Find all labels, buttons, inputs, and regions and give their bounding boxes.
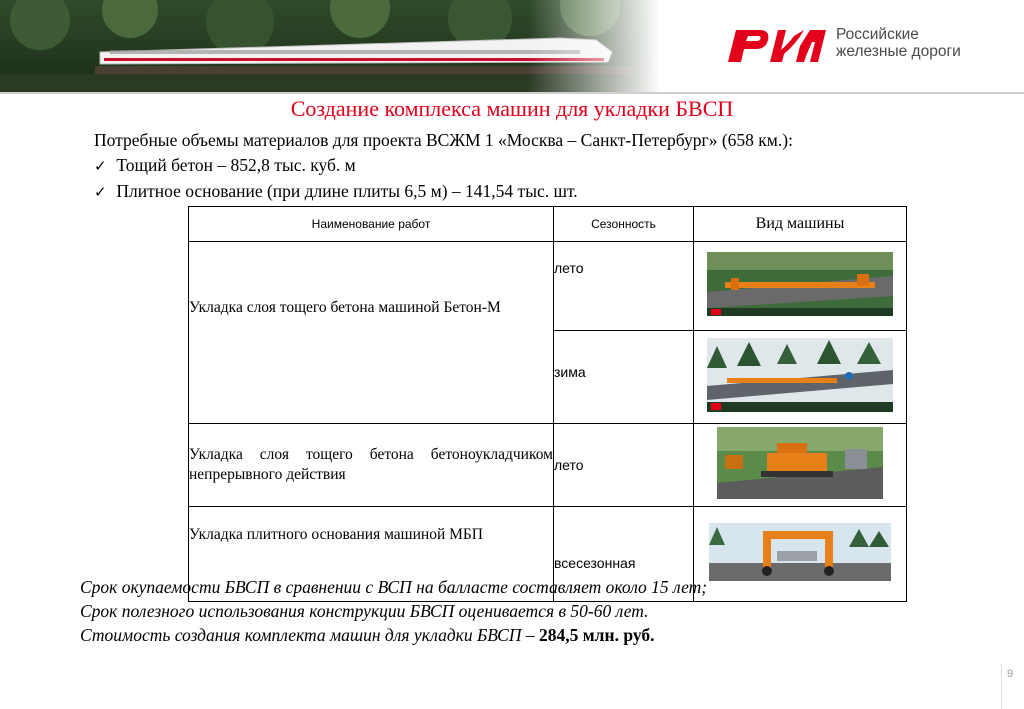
checkmark-icon: ✓ <box>94 157 107 175</box>
works-table <box>188 206 907 602</box>
intro-item <box>94 179 793 205</box>
brand-line-2: железные дороги <box>836 43 961 60</box>
intro-item-text: Плитное основание (при длине плиты 6,5 м) – 141,54 тыс. шт. <box>116 181 578 201</box>
page-corner-divider <box>1001 664 1002 709</box>
machine-image-cell <box>694 331 907 424</box>
footer-line-payback: Срок окупаемости БВСП в сравнении с ВСП на балласте составляет около 15 лет; <box>80 577 708 597</box>
machine-photo-mbp <box>709 523 891 581</box>
table-row <box>189 242 907 331</box>
machine-image-cell <box>694 507 907 602</box>
footer-line-lifetime: Срок полезного использования конструкции БВСП оценивается в 50-60 лет. <box>80 601 649 621</box>
brand-name <box>836 26 961 60</box>
intro-block <box>94 128 793 205</box>
train-hero-image <box>0 0 660 92</box>
season-cell: всесезонная <box>554 507 694 602</box>
machine-photo-beton-m-winter <box>707 338 893 412</box>
footer-cost-text: Стоимость создания комплекта машин для укладки БВСП – <box>80 625 539 645</box>
intro-lead: Потребные объемы материалов для проекта ВСЖМ 1 «Москва – Санкт-Петербург» (658 км.): <box>94 130 793 150</box>
footer-line-cost <box>80 623 707 647</box>
work-cell: Укладка слоя тощего бетона бетоноукладчиком непрерывного действия <box>189 424 554 507</box>
season-cell: лето <box>554 424 694 507</box>
header-divider <box>0 92 1024 94</box>
slide-title: Создание комплекса машин для укладки БВСП <box>290 96 734 121</box>
intro-item-text: Тощий бетон – 852,8 тыс. куб. м <box>116 155 356 175</box>
rzd-logo-icon <box>726 22 830 70</box>
header-machine: Вид машины <box>694 207 907 242</box>
footer-notes <box>80 575 707 647</box>
header-season: Сезонность <box>554 207 694 242</box>
footer-cost-value: 284,5 млн. руб. <box>539 625 655 645</box>
machine-photo-slipform-paver <box>717 427 883 499</box>
season-cell: зима <box>554 331 694 424</box>
table-row <box>189 424 907 507</box>
checkmark-icon: ✓ <box>94 183 107 201</box>
brand-line-1: Российские <box>836 26 919 43</box>
header-works: Наименование работ <box>189 207 554 242</box>
table-header-row <box>189 207 907 242</box>
intro-item <box>94 153 793 179</box>
work-cell: Укладка плитного основания машиной МБП <box>189 507 554 602</box>
page-number: 9 <box>1007 668 1014 680</box>
season-cell: лето <box>554 242 694 331</box>
machine-image-cell <box>694 424 907 507</box>
machine-image-cell <box>694 242 907 331</box>
header <box>0 0 1024 92</box>
machine-photo-beton-m-summer <box>707 252 893 316</box>
work-cell: Укладка слоя тощего бетона машиной Бетон-М <box>189 242 554 424</box>
